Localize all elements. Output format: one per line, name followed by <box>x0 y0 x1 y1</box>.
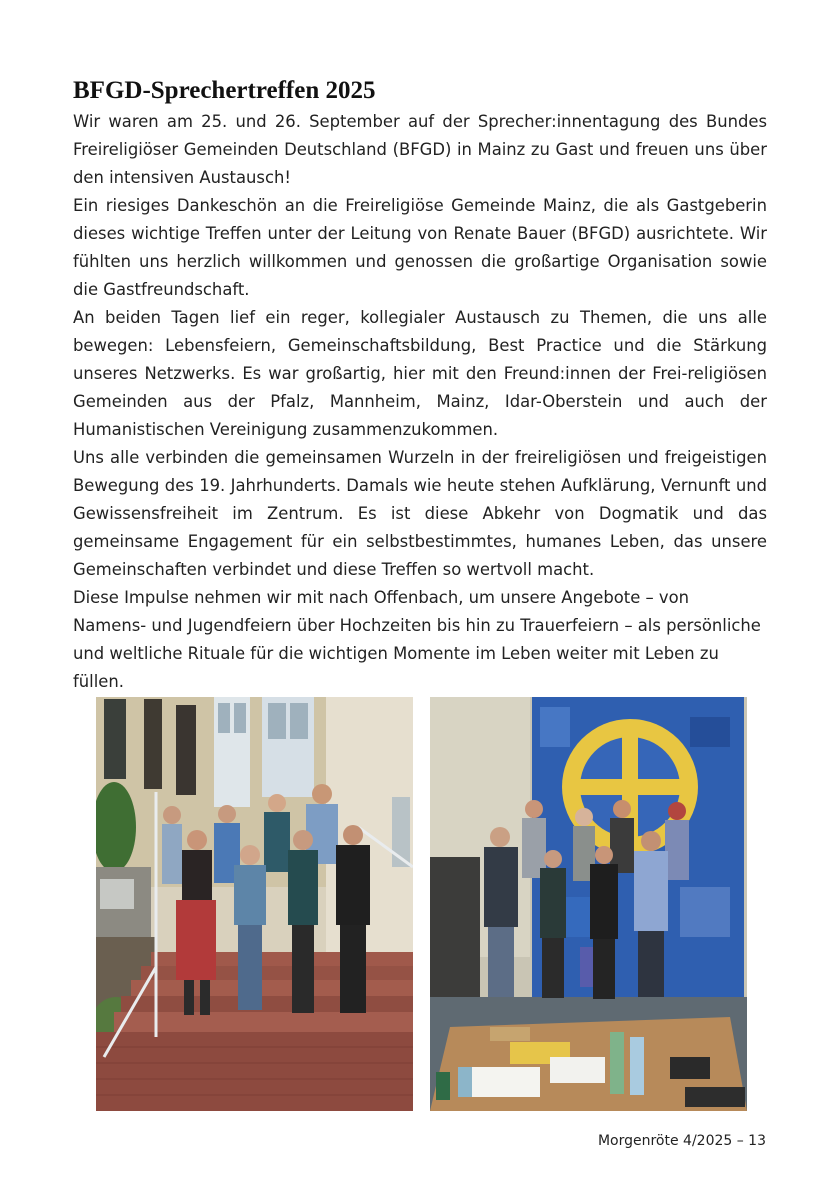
paragraph-3: An beiden Tagen lief ein reger, kollegialer Austausch zu Themen, die uns alle bewegen: Lebensfeiern, Gemeinschaftsbildung, Best Practice und die Stärkung unseres Netzwerks. Es war großartig, hier mit den Freund:innen der Frei-religiösen Gemeinden aus der Pfalz, Mannheim, Mainz, Idar-Oberstein und auch der Humanistischen Vereinigung zusammenzukommen. <box>73 308 767 439</box>
paragraph-4: Uns alle verbinden die gemeinsamen Wurzeln in der freireligiösen und freigeistigen Bewegung des 19. Jahrhunderts. Damals wie heute stehen Aufklärung, Vernunft und Gewissensfreiheit im Zentrum. Es ist diese Abkehr von Dogmatik und das gemeinsame Engagement für ein selbstbestimmtes, humanes Leben, das unsere Gemeinschaften verbindet und diese Treffen so wertvoll macht. <box>73 448 767 579</box>
paragraph-2: Ein riesiges Dankeschön an die Freireligiöse Gemeinde Mainz, die als Gastgeberin dieses wichtige Treffen unter der Leitung von Renate Bauer (BFGD) ausrichtete. Wir fühlten uns herzlich willkommen und genossen die großartige Organisation sowie die Gastfreundschaft. <box>73 196 767 299</box>
group-photo-stairs <box>96 697 413 1111</box>
paragraph-5: Diese Impulse nehmen wir mit nach Offenbach, um unsere Angebote – von Namens- und Jugendfeiern über Hochzeiten bis hin zu Trauerfeiern – als persönliche und weltliche Rituale für die wichtigen Momente im Leben weiter mit Leben zu füllen. <box>73 588 761 691</box>
article-body <box>73 108 767 696</box>
group-photo-stained-glass <box>430 697 747 1111</box>
group-photo-stained-glass-image <box>430 697 747 1111</box>
group-photo-stairs-image <box>96 697 413 1111</box>
paragraph-1: Wir waren am 25. und 26. September auf der Sprecher:innentagung des Bundes Freireligiöser Gemeinden Deutschland (BFGD) in Mainz zu Gast und freuen uns über den intensiven Austausch! <box>73 112 767 187</box>
article-title: BFGD-Sprechertreffen 2025 <box>73 77 376 104</box>
page-footer: Morgenröte 4/2025 – 13 <box>597 1133 766 1149</box>
